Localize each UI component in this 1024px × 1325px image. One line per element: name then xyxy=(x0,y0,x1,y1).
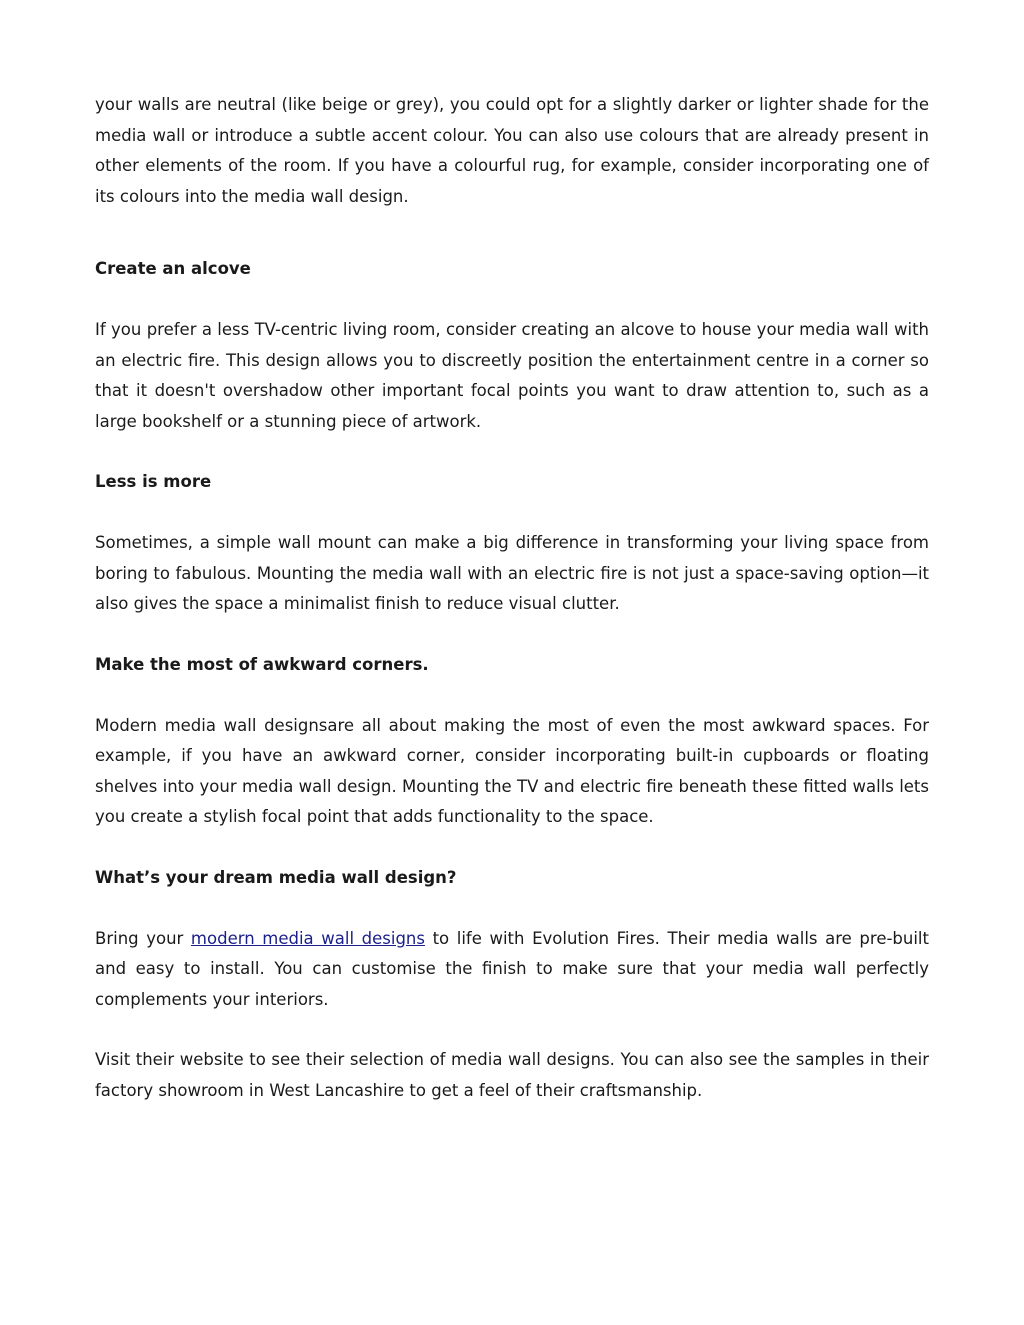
heading-less-is-more: Less is more xyxy=(95,472,212,491)
heading-dream-media-wall: What’s your dream media wall design? xyxy=(95,867,457,887)
heading-awkward-corners: Make the most of awkward corners. xyxy=(95,654,429,674)
dream-text-before-link: Bring your xyxy=(95,928,191,948)
dream-paragraph xyxy=(95,924,929,1016)
less-is-more-paragraph: Sometimes, a simple wall mount can make a big difference in transforming your living space from boring to fabulous. Mounting the media wall with an electric fire is not just a space-saving option—it also gives the space a minimalist finish to reduce visual clutter. xyxy=(95,533,929,613)
alcove-paragraph: If you prefer a less TV-centric living room, consider creating an alcove to house your media wall with an electric fire. This design allows you to discreetly position the entertainment centre in a corner so that it doesn't overshadow other important focal points you want to draw attention to, such as a large bookshelf or a stunning piece of artwork. xyxy=(95,320,929,431)
heading-create-alcove: Create an alcove xyxy=(95,259,251,278)
modern-media-wall-designs-link[interactable]: modern media wall designs xyxy=(190,928,425,948)
intro-paragraph: your walls are neutral (like beige or grey), you could opt for a slightly darker or lighter shade for the media wall or introduce a subtle accent colour. You can also use colours that are already present in other elements of the room. If you have a colourful rug, for example, consider incorporating one of its colours into the media wall design. xyxy=(95,95,929,206)
dream-text-after-link: to life with Evolution Fires. Their media walls are pre-built and easy to install. You can customise the finish to make sure that your media wall perfectly complements your interiors. xyxy=(95,928,929,1009)
awkward-corners-paragraph: Modern media wall designsare all about making the most of even the most awkward spaces. For example, if you have an awkward corner, consider incorporating built-in cupboards or floating shelves into your media wall design. Mounting the TV and electric fire beneath these fitted walls lets you create a stylish focal point that adds functionality to the space. xyxy=(95,715,929,826)
closing-paragraph: Visit their website to see their selection of media wall designs. You can also see the samples in their factory showroom in West Lancashire to get a feel of their craftsmanship. xyxy=(95,1050,929,1100)
document-page xyxy=(95,90,929,1106)
